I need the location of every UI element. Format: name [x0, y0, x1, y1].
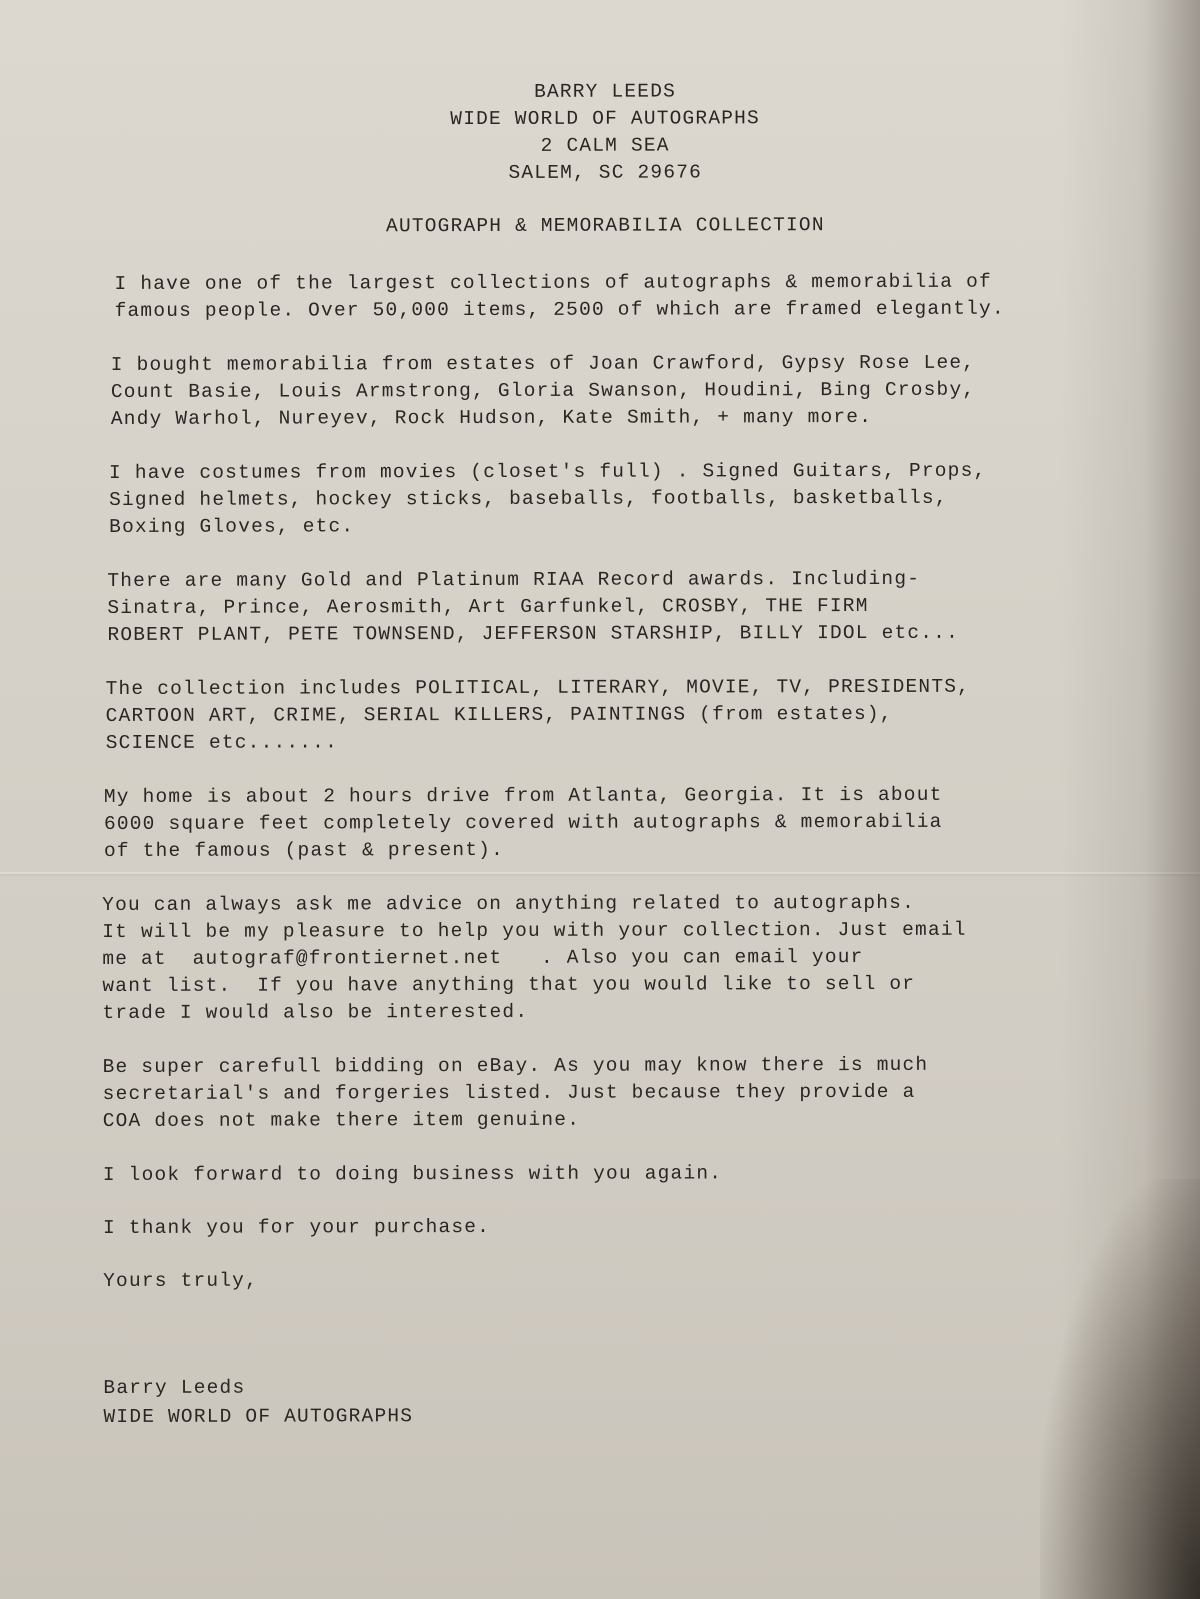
letterhead: [100, 77, 1110, 188]
paragraph-record-awards: There are many Gold and Platinum RIAA Record awards. Including- Sinatra, Prince, Aerosmith, Art Garfunkel, CROSBY, THE FIRM ROBERT PLANT, PETE TOWNSEND, JEFFERSON STARSHIP, BILLY IDOL etc...: [107, 567, 960, 646]
paragraph-estates: I bought memorabilia from estates of Joan Crawford, Gypsy Rose Lee, Count Basie, Louis Armstrong, Gloria Swanson, Houdini, Bing Crosby, Andy Warhol, Nureyev, Rock Hudson, Kate Smith, + many more.: [110, 351, 976, 430]
paragraph-costumes: I have costumes from movies (closet's full) . Signed Guitars, Props, Signed helmets, hockey sticks, baseballs, footballs, basketballs, Boxing Gloves, etc.: [109, 459, 987, 538]
letterhead-city: SALEM, SC 29676: [508, 161, 703, 184]
paragraph-home: My home is about 2 hours drive from Atlanta, Georgia. It is about 6000 square feet completely covered with autographs & memorabilia of the famous (past & present).: [103, 783, 943, 862]
closing-business: I look forward to doing business with you again.: [102, 1162, 723, 1186]
letterhead-street: 2 CALM SEA: [540, 134, 670, 157]
paragraph-categories: The collection includes POLITICAL, LITERARY, MOVIE, TV, PRESIDENTS, CARTOON ART, CRIME, SERIAL KILLERS, PAINTINGS (from estates), SCIENCE etc.......: [105, 675, 971, 754]
signature-company: WIDE WORLD OF AUTOGRAPHS: [103, 1405, 414, 1428]
letterhead-name: BARRY LEEDS: [534, 80, 677, 103]
paragraph-collection-size: I have one of the largest collections of autographs & memorabilia of famous people. Over 50,000 items, 2500 of which are framed elegantly.: [114, 270, 1005, 322]
paragraph-ebay-warning: Be super carefull bidding on eBay. As you may know there is much secretarial's and forgeries listed. Just because they provide a COA does not make there item genuine.: [102, 1053, 929, 1132]
paragraph-advice: You can always ask me advice on anything related to autographs. It will be my pleasure to help you with your collection. Just email me at autograf@frontiernet.net . Also you can email your want list. If you have anything that you would like to sell or trade I would also be interested.: [102, 891, 967, 1024]
letterhead-company: WIDE WORLD OF AUTOGRAPHS: [450, 107, 760, 131]
closing-thanks: I thank you for your purchase.: [102, 1215, 491, 1239]
letter-subject: AUTOGRAPH & MEMORABILIA COLLECTION: [386, 214, 825, 238]
signature-name: Barry Leeds: [103, 1376, 246, 1399]
signature-space: [103, 1318, 1113, 1375]
closing-salutation: Yours truly,: [103, 1269, 259, 1292]
letter-body: [100, 77, 1114, 1433]
